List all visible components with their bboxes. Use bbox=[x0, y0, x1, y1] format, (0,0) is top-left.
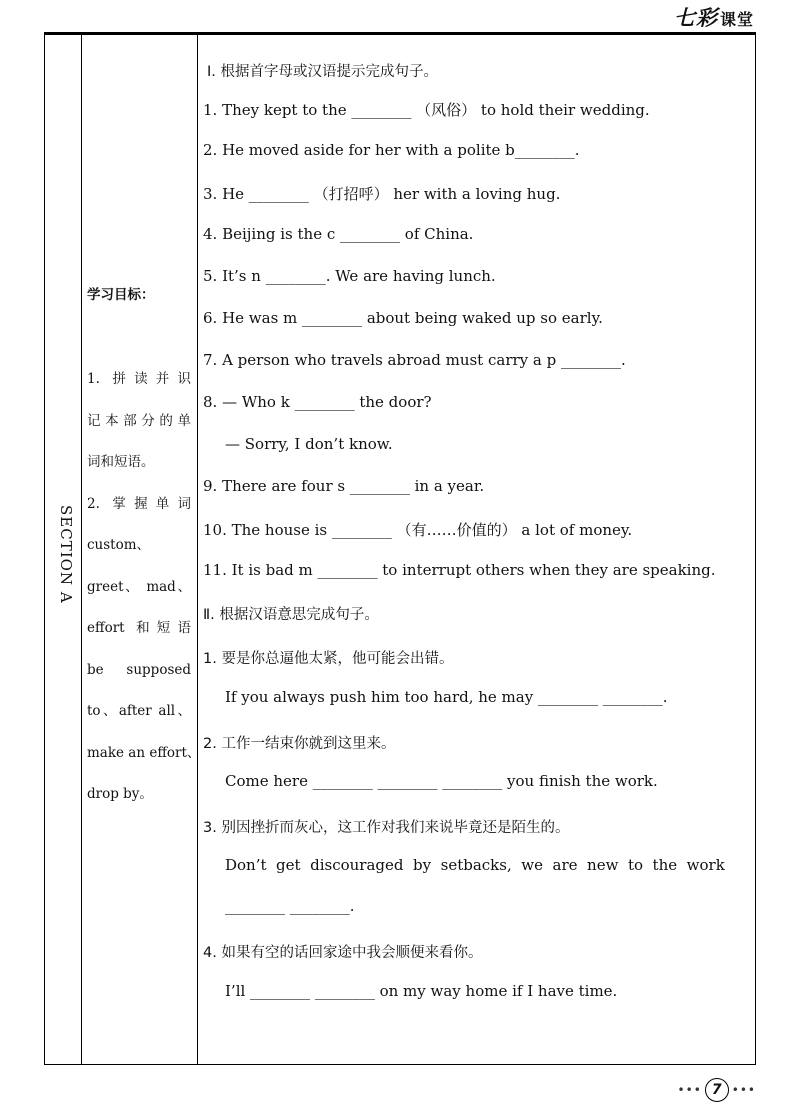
goals-title: 学习目标： bbox=[87, 287, 155, 303]
goals-line: drop by。 bbox=[87, 786, 153, 802]
worksheet-table bbox=[44, 34, 756, 1065]
exercise-item: 1. They kept to the ________ （风俗） to hold their wedding. bbox=[203, 101, 650, 119]
part1-heading: Ⅰ. 根据首字母或汉语提示完成句子。 bbox=[207, 64, 438, 80]
exercise-item: 9. There are four s ________ in a year. bbox=[203, 477, 485, 495]
goals-line: 词和短语。 bbox=[87, 454, 155, 470]
exercise-item: 4. Beijing is the c ________ of China. bbox=[203, 225, 474, 243]
goals-line: custom、 bbox=[87, 537, 151, 553]
goals-line: 1. 拼读并识 bbox=[87, 371, 191, 387]
goals-line: be supposed bbox=[87, 661, 191, 678]
exercise-item: 10. The house is ________ （有……价值的） a lot of money. bbox=[203, 521, 633, 539]
part2-heading: Ⅱ. 根据汉语意思完成句子。 bbox=[203, 607, 379, 623]
section-column bbox=[45, 35, 82, 1064]
exercise-column bbox=[198, 35, 755, 1064]
translation-prompt: 2. 工作一结束你就到这里来。 bbox=[203, 736, 396, 752]
goals-line: greet、 mad、 bbox=[87, 578, 191, 595]
goals-line: make an effort、 bbox=[87, 744, 201, 761]
exercise-item: 8. — Who k ________ the door? bbox=[203, 393, 432, 411]
goals-line: 记本部分的单 bbox=[87, 412, 191, 429]
goals-line: 2. 掌握单词 bbox=[87, 495, 191, 512]
translation-prompt: 1. 要是你总逼他太紧，他可能会出错。 bbox=[203, 651, 454, 667]
translation-answer: Don’t get discouraged by setbacks, we are new to the work bbox=[225, 856, 725, 874]
learning-goals bbox=[87, 283, 201, 816]
goals-column bbox=[81, 35, 201, 1064]
translation-prompt: 4. 如果有空的话回家途中我会顺便来看你。 bbox=[203, 945, 483, 961]
translation-answer: Come here ________ ________ ________ you finish the work. bbox=[225, 772, 658, 790]
exercise-item: 2. He moved aside for her with a polite b________. bbox=[203, 141, 580, 159]
brand-main: 七彩 bbox=[673, 6, 718, 30]
exercise-item: 3. He ________ （打招呼） her with a loving hug. bbox=[203, 185, 561, 203]
translation-answer: I’ll ________ ________ on my way home if I have time. bbox=[225, 982, 618, 1000]
translation-prompt: 3. 别因挫折而灰心，这工作对我们来说毕竟还是陌生的。 bbox=[203, 820, 570, 836]
page-number-circle: 7 bbox=[705, 1078, 729, 1102]
section-label: SECTION A bbox=[57, 505, 75, 604]
page-number bbox=[678, 1078, 756, 1102]
goals-line: effort 和短语 bbox=[87, 620, 191, 636]
translation-answer: If you always push him too hard, he may ________ ________. bbox=[225, 688, 668, 706]
exercise-item: 6. He was m ________ about being waked up so early. bbox=[203, 309, 603, 327]
exercise-item: — Sorry, I don’t know. bbox=[225, 435, 393, 453]
exercise-item: 5. It’s n ________. We are having lunch. bbox=[203, 267, 496, 285]
exercise-item: 11. It is bad m ________ to interrupt others when they are speaking. bbox=[203, 561, 716, 579]
page-dots-right: ••• bbox=[731, 1083, 756, 1097]
brand-logo bbox=[674, 2, 754, 32]
page-dots-left: ••• bbox=[677, 1083, 702, 1097]
brand-sub: 课堂 bbox=[719, 10, 754, 29]
exercise-item: 7. A person who travels abroad must carry a p ________. bbox=[203, 351, 626, 369]
translation-answer: ________ ________. bbox=[225, 897, 355, 915]
goals-line: to、after all、 bbox=[87, 703, 191, 719]
